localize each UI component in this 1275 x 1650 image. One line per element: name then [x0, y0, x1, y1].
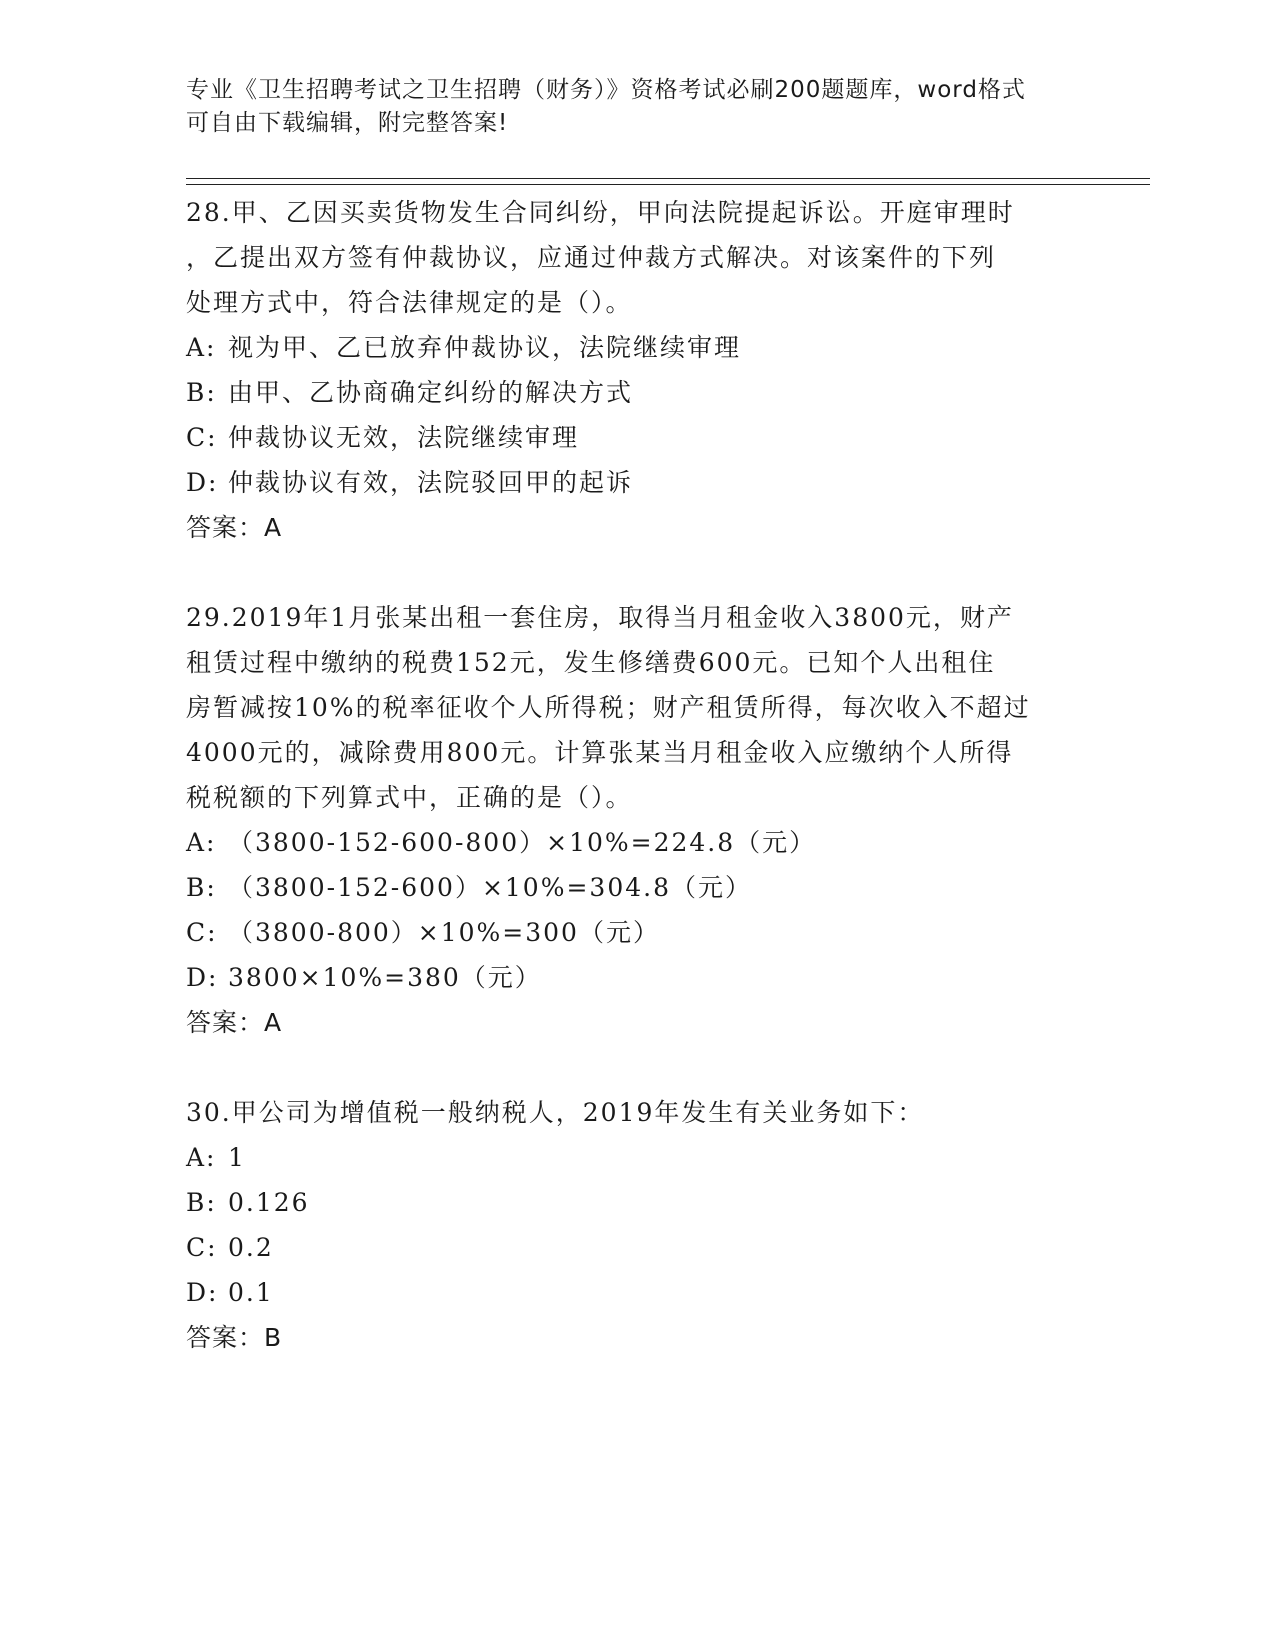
option-a — [186, 325, 1086, 370]
answer-label: 答案：A — [186, 1008, 283, 1037]
question-text-line: 房暂减按10%的税率征收个人所得税；财产租赁所得，每次收入不超过 — [186, 693, 1031, 722]
option-b — [186, 865, 1086, 910]
option-text: 3800×10%=380（元） — [228, 963, 542, 992]
option-text: 0.2 — [228, 1233, 274, 1262]
option-d — [186, 460, 1086, 505]
question-29 — [186, 595, 1086, 1045]
question-text-line: 4000元的，减除费用800元。计算张某当月租金收入应缴纳个人所得 — [186, 738, 1014, 767]
option-letter: B: — [186, 1188, 217, 1217]
option-text: （3800-800）×10%=300（元） — [228, 918, 660, 947]
option-text: 0.126 — [228, 1188, 310, 1217]
option-a — [186, 820, 1086, 865]
option-c — [186, 1225, 1086, 1270]
question-text-line: ，乙提出双方签有仲裁协议，应通过仲裁方式解决。对该案件的下列 — [186, 243, 997, 272]
option-d — [186, 955, 1086, 1000]
question-text-line: 税税额的下列算式中，正确的是（）。 — [186, 783, 633, 812]
option-letter: C: — [186, 423, 218, 452]
question-text-line: 30.甲公司为增值税一般纳税人，2019年发生有关业务如下： — [186, 1098, 925, 1127]
option-letter: A: — [186, 828, 217, 857]
option-b — [186, 1180, 1086, 1225]
option-letter: C: — [186, 1233, 218, 1262]
option-text: （3800-152-600）×10%=304.8（元） — [228, 873, 752, 902]
option-letter: C: — [186, 918, 218, 947]
header-title-line-1: 专业《卫生招聘考试之卫生招聘（财务）》资格考试必刷200题题库，word格式 — [186, 77, 1026, 103]
option-text: 由甲、乙协商确定纠纷的解决方式 — [228, 378, 634, 407]
question-text-line: 29.2019年1月张某出租一套住房，取得当月租金收入3800元，财产 — [186, 603, 1014, 632]
option-c — [186, 910, 1086, 955]
question-spacer — [186, 550, 1086, 595]
question-30 — [186, 1090, 1086, 1360]
page-header — [186, 74, 1066, 140]
question-list — [186, 190, 1086, 1360]
option-b — [186, 370, 1086, 415]
option-text: 视为甲、乙已放弃仲裁协议，法院继续审理 — [228, 333, 742, 362]
header-divider-bottom — [186, 184, 1150, 185]
option-letter: A: — [186, 333, 217, 362]
header-divider-top — [186, 178, 1150, 179]
option-text: 1 — [228, 1143, 246, 1172]
option-text: （3800-152-600-800）×10%=224.8（元） — [228, 828, 817, 857]
question-28 — [186, 190, 1086, 550]
question-text-line: 租赁过程中缴纳的税费152元，发生修缮费600元。已知个人出租住 — [186, 648, 996, 677]
question-text-line: 处理方式中，符合法律规定的是（）。 — [186, 288, 633, 317]
option-c — [186, 415, 1086, 460]
option-text: 0.1 — [228, 1278, 274, 1307]
header-title-line-2: 可自由下载编辑，附完整答案! — [186, 110, 509, 136]
option-letter: B: — [186, 378, 217, 407]
option-text: 仲裁协议无效，法院继续审理 — [228, 423, 580, 452]
question-text-line: 28.甲、乙因买卖货物发生合同纠纷，甲向法院提起诉讼。开庭审理时 — [186, 198, 1015, 227]
option-letter: B: — [186, 873, 217, 902]
option-letter: D: — [186, 468, 219, 497]
answer-label: 答案：B — [186, 1323, 283, 1352]
option-a — [186, 1135, 1086, 1180]
question-spacer — [186, 1045, 1086, 1090]
answer-label: 答案：A — [186, 513, 283, 542]
option-d — [186, 1270, 1086, 1315]
option-letter: A: — [186, 1143, 217, 1172]
option-letter: D: — [186, 1278, 219, 1307]
option-text: 仲裁协议有效，法院驳回甲的起诉 — [228, 468, 634, 497]
option-letter: D: — [186, 963, 219, 992]
